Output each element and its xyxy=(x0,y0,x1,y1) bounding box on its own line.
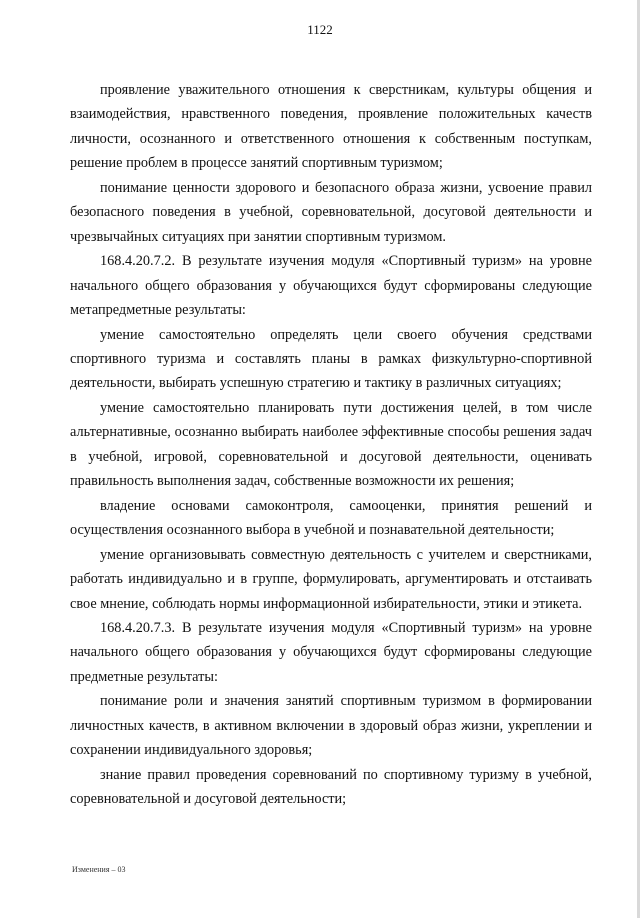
document-body xyxy=(70,78,592,812)
paragraph: умение самостоятельно определять цели своего обучения средствами спортивного туризма и составлять планы в рамках физкультурно-спортивной деятельности, выбирать успешную стратегию и тактику в различных ситуациях; xyxy=(70,326,592,392)
paragraph: владение основами самоконтроля, самооценки, принятия решений и осуществления осознанного выбора в учебной и познавательной деятельности; xyxy=(70,497,592,539)
paragraph: 168.4.20.7.2. В результате изучения модуля «Спортивный туризм» на уровне начального общего образования у обучающихся будут сформированы следующие метапредметные результаты: xyxy=(70,253,592,319)
paragraph: умение организовывать совместную деятельность с учителем и сверстниками, работать индивидуально и в группе, формулировать, аргументировать и отстаивать свое мнение, соблюдать нормы информационной избирательности, этики и этикета. xyxy=(70,546,592,612)
paragraph: умение самостоятельно планировать пути достижения целей, в том числе альтернативные, осознанно выбирать наиболее эффективные способы решения задач в учебной, игровой, соревновательной и досуговой деятельности, оценивать правильность выполнения задач, собственные возможности их решения; xyxy=(70,399,592,490)
page-number: 1122 xyxy=(307,22,333,37)
paragraph: знание правил проведения соревнований по спортивному туризму в учебной, соревновательной и досуговой деятельности; xyxy=(70,766,592,808)
paragraph: проявление уважительного отношения к сверстникам, культуры общения и взаимодействия, нравственного поведения, проявление положительных качеств личности, осознанного и ответственного отношения к собственным поступкам, решение проблем в процессе занятий спортивным туризмом; xyxy=(70,82,592,172)
paragraph: понимание ценности здорового и безопасного образа жизни, усвоение правил безопасного поведения в учебной, соревновательной, досуговой деятельности и чрезвычайных ситуациях при занятии спортивным туризмом. xyxy=(70,179,592,245)
footer-note: Изменения – 03 xyxy=(72,865,126,874)
paragraph: понимание роли и значения занятий спортивным туризмом в формировании личностных качеств, в активном включении в здоровый образ жизни, укреплении и сохранении индивидуального здоровья; xyxy=(70,693,592,759)
paragraph: 168.4.20.7.3. В результате изучения модуля «Спортивный туризм» на уровне начального общего образования у обучающихся будут сформированы следующие предметные результаты: xyxy=(70,619,592,685)
